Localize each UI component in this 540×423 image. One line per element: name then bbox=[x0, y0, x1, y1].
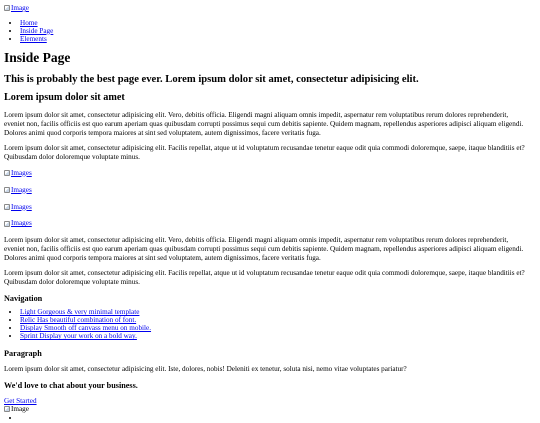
bottom-image bbox=[4, 405, 528, 415]
nav-item-inside-page bbox=[20, 28, 528, 36]
footer-link-relic[interactable]: Relic Has beautiful combination of font. bbox=[20, 316, 137, 325]
footer-link-item bbox=[20, 333, 528, 341]
broken-image-icon bbox=[4, 221, 10, 227]
bottom-image-alt-text: Image bbox=[11, 405, 29, 414]
footer-link-display[interactable]: Display Smooth off canvass menu on mobile. bbox=[20, 324, 152, 333]
body-paragraph-3: Lorem ipsum dolor sit amet, consectetur adipisicing elit. Vero, debitis officia. Eligendi magni aliquam omnis impedit, aspernatur rem voluptatibus rerum dolores reprehenderit, eveniet non, facilis officiis est quo earum aperiam quas quibusdam corrupti possimus sequi cum debitis sapiente. Quidem magnam, repellendus asperiores adipisci aliquam eligendi. Dolores animi quod corporis tempora maiores at sint sed voluptatem, autem dignissimos, facere veritatis fuga. bbox=[4, 236, 524, 262]
image-link-2[interactable] bbox=[4, 186, 32, 195]
cut-off-list bbox=[4, 415, 528, 423]
image-alt-text: Images bbox=[11, 168, 32, 177]
image-alt-text: Images bbox=[11, 185, 32, 194]
chat-heading: We'd love to chat about your business. bbox=[4, 380, 138, 390]
page-subtitle: This is probably the best page ever. Lorem ipsum dolor sit amet, consectetur adipisicing elit. bbox=[4, 73, 419, 85]
image-row-2 bbox=[4, 186, 528, 196]
logo-link[interactable] bbox=[4, 4, 29, 13]
page-title: Inside Page bbox=[4, 49, 71, 65]
logo-alt-text: Image bbox=[11, 4, 29, 12]
nav-item-home bbox=[20, 20, 528, 28]
broken-image-icon bbox=[4, 5, 10, 11]
bottom-image-placeholder bbox=[4, 405, 29, 414]
footer-link-sprint[interactable]: Sprint Display your work on a bold way. bbox=[20, 332, 137, 341]
broken-image-icon bbox=[4, 204, 10, 210]
image-alt-text: Images bbox=[11, 202, 32, 211]
cut-off-list-item bbox=[20, 415, 528, 423]
footer-paragraph-heading: Paragraph bbox=[4, 349, 42, 359]
footer-link-light[interactable]: Light Gorgeous & very minimal template bbox=[20, 308, 140, 317]
broken-image-icon bbox=[4, 406, 10, 412]
section-heading: Lorem ipsum dolor sit amet bbox=[4, 92, 125, 104]
image-link-3[interactable] bbox=[4, 203, 32, 212]
cta-wrapper bbox=[4, 397, 528, 406]
image-link-4[interactable] bbox=[4, 219, 32, 228]
broken-image-icon bbox=[4, 170, 10, 176]
image-row-4 bbox=[4, 219, 528, 229]
nav-link-elements[interactable]: Elements bbox=[20, 34, 47, 43]
body-paragraph-1: Lorem ipsum dolor sit amet, consectetur adipisicing elit. Vero, debitis officia. Eligendi magni aliquam omnis impedit, aspernatur rem voluptatibus rerum dolores reprehenderit, eveniet non, facilis officiis est quo earum aperiam quas quibusdam corrupti possimus sequi cum debitis sapiente. Quidem magnam, repellendus asperiores adipisci aliquam eligendi. Dolores animi quod corporis tempora maiores at sint sed voluptatem, autem dignissimos, facere veritatis fuga. bbox=[4, 111, 524, 137]
footer-paragraph-text: Lorem ipsum dolor sit amet, consectetur adipisicing elit. Iste, dolores, nobis! Deleniti ex tenetur, soluta nisi, nemo vitae voluptates pariatur? bbox=[4, 365, 407, 374]
image-row-3 bbox=[4, 203, 528, 213]
nav-item-elements bbox=[20, 36, 528, 44]
get-started-link[interactable]: Get Started bbox=[4, 396, 37, 405]
image-alt-text: Images bbox=[11, 219, 32, 228]
main-nav bbox=[4, 20, 528, 44]
image-link-1[interactable] bbox=[4, 169, 32, 178]
footer-link-list bbox=[4, 309, 528, 341]
body-paragraph-2: Lorem ipsum dolor sit amet, consectetur adipisicing elit. Facilis repellat, atque ut id voluptatum recusandae tenetur eaque odit quia commodi doloremque, saepe, itaque blanditiis et? Quibusdam dolor doloremque voluptate minus. bbox=[4, 144, 525, 161]
nav-link-home[interactable]: Home bbox=[20, 18, 38, 27]
nav-link-inside-page[interactable]: Inside Page bbox=[20, 26, 54, 35]
body-paragraph-4: Lorem ipsum dolor sit amet, consectetur adipisicing elit. Facilis repellat, atque ut id voluptatum recusandae tenetur eaque odit quia commodi doloremque, saepe, itaque blanditiis et? Quibusdam dolor doloremque voluptate minus. bbox=[4, 269, 525, 286]
image-row-1 bbox=[4, 169, 528, 179]
broken-image-icon bbox=[4, 187, 10, 193]
footer-navigation-heading: Navigation bbox=[4, 293, 43, 303]
